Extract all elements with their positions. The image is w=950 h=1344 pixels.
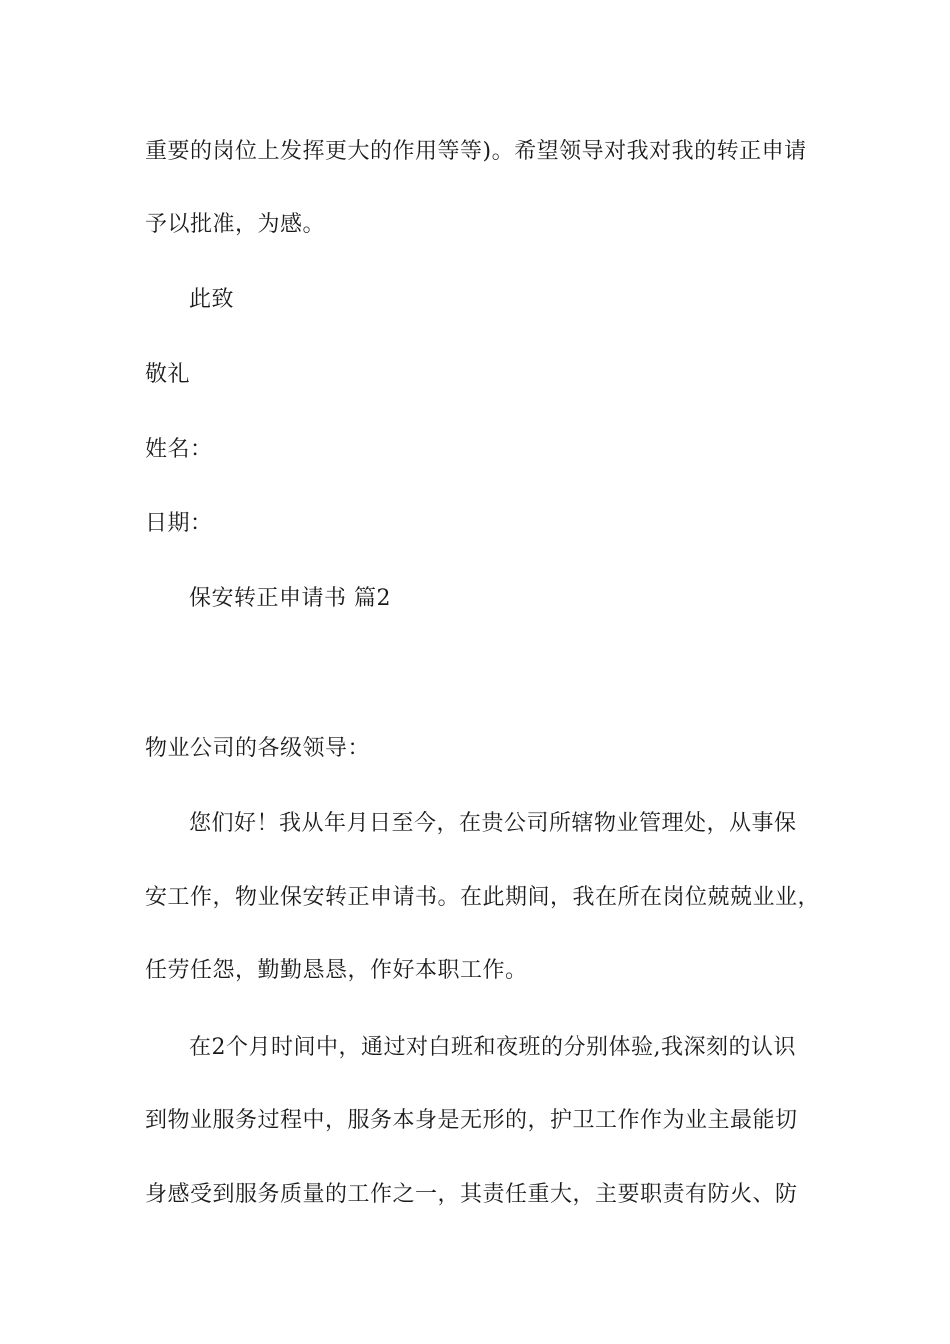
text-line-1: 重要的岗位上发挥更大的作用等等)。希望领导对我对我的转正申请 xyxy=(145,139,807,164)
addressee-line: 物业公司的各级领导： xyxy=(145,736,371,761)
paragraph-2-line-3: 身感受到服务质量的工作之一，其责任重大，主要职责有防火、防 xyxy=(145,1182,798,1207)
paragraph-1-line-2: 安工作，物业保安转正申请书。在此期间，我在所在岗位兢兢业业， xyxy=(145,885,821,910)
paragraph-2-line-1: 在2个月时间中，通过对白班和夜班的分别体验,我深刻的认识 xyxy=(189,1035,796,1060)
section-heading: 保安转正申请书 篇2 xyxy=(189,586,391,611)
paragraph-1-line-3: 任劳任怨，勤勤恳恳，作好本职工作。 xyxy=(145,958,528,983)
closing-respect: 敬礼 xyxy=(145,362,191,387)
text-line-2: 予以批准，为感。 xyxy=(145,212,326,237)
paragraph-2-line-2: 到物业服务过程中，服务本身是无形的，护卫工作作为业主最能切 xyxy=(145,1108,798,1133)
paragraph-1-line-1: 您们好！我从年月日至今，在贵公司所辖物业管理处，从事保 xyxy=(189,811,797,836)
date-label: 日期： xyxy=(145,511,213,536)
closing-salutation: 此致 xyxy=(189,287,235,312)
name-label: 姓名： xyxy=(145,437,213,462)
